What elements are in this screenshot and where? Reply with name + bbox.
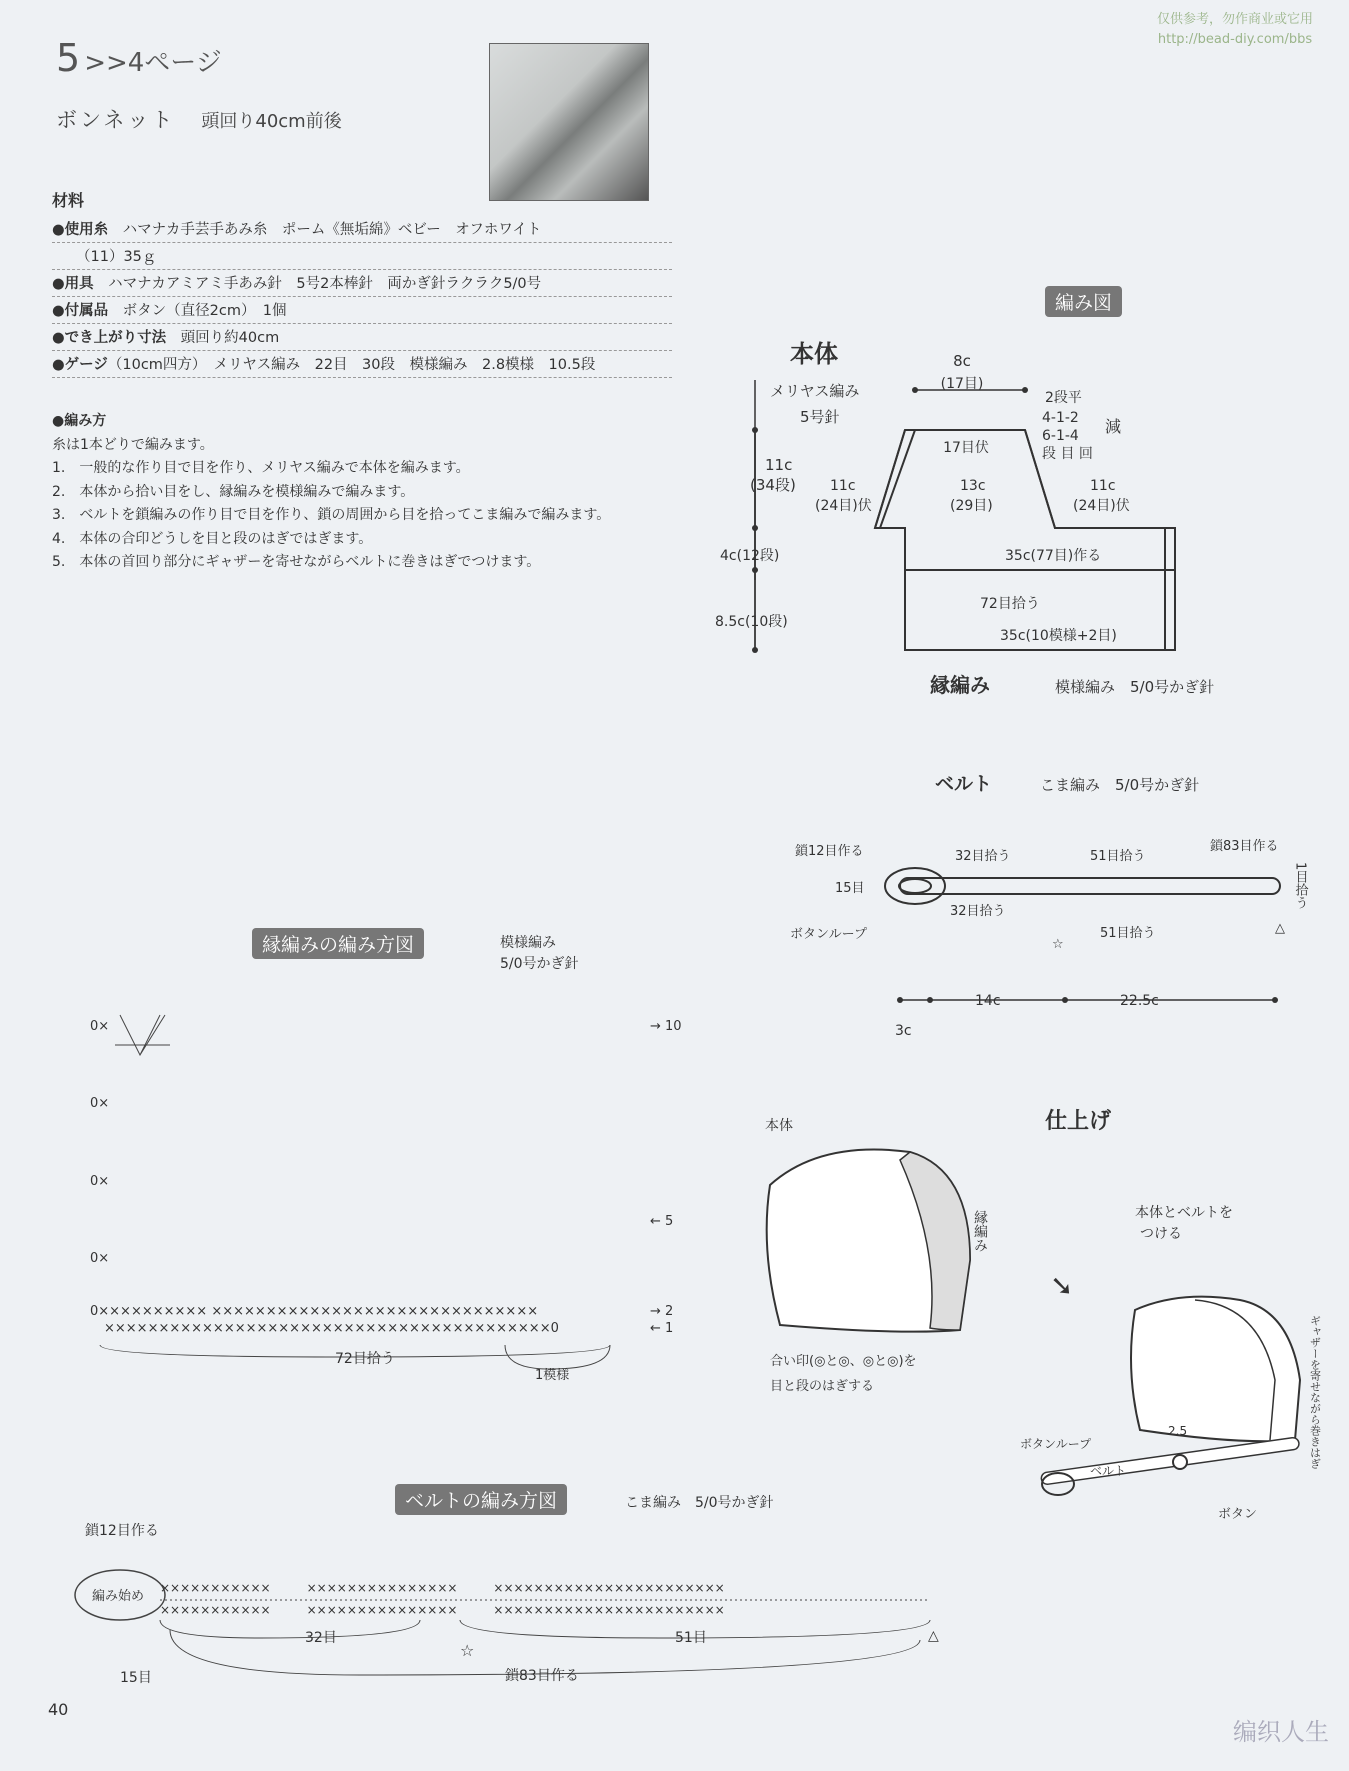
fan-pattern — [115, 1015, 170, 1055]
belt-loop: ボタンループ — [790, 927, 868, 942]
row2: → 2 — [650, 1304, 674, 1319]
triangle-mark: △ — [1275, 921, 1285, 936]
footer-logo: 编织人生 — [1233, 1718, 1329, 1746]
belt-pick32b: 32目拾う — [950, 904, 1006, 919]
stitch-row: ××××××××××× ××××××××××××××× ××××××××××××××××××××××× — [160, 1581, 725, 1595]
belt-chart-chain83: 鎖83目作る — [505, 1668, 579, 1684]
pick-label: 72目拾う — [980, 596, 1040, 612]
belt-st15: 15目 — [835, 881, 865, 896]
finish-title: 仕上げ — [1045, 1109, 1112, 1134]
tools-label: ●用具 — [52, 276, 94, 292]
edge-label: 35c(10模様+2目) — [1000, 628, 1117, 644]
method-section — [52, 410, 610, 575]
edge-chart-repeat: 1模様 — [535, 1368, 570, 1383]
yarn-amount: （11）35ｇ — [76, 249, 157, 265]
dec-1: 2段平 — [1045, 390, 1082, 406]
watermark — [1157, 10, 1313, 50]
finished-size-value: 頭回り約40cm — [180, 330, 280, 346]
edge-chart-sub2: 5/0号かぎ針 — [500, 956, 579, 972]
body-sub2: 5号針 — [800, 408, 840, 426]
gauge-value: （10cm四方） メリヤス編み 22目 30段 模様編み 2.8模様 10.5段 — [107, 357, 596, 373]
belt-chart-badge: ベルトの編み方図 — [395, 1484, 567, 1515]
finish-note2: 目と段のはぎする — [770, 1379, 875, 1394]
stitch-row: ××××××××××× ××××××××××××××× ××××××××××××××××××××××× — [160, 1603, 725, 1617]
belt-sub: こま編み 5/0号かぎ針 — [1040, 776, 1200, 794]
finish-belt: ベルト — [1090, 1464, 1127, 1478]
yarn-label: ●使用糸 — [52, 222, 109, 238]
method-heading: ●編み方 — [52, 413, 107, 429]
belt-pick51a: 51目拾う — [1090, 849, 1146, 864]
body-outline — [875, 430, 1165, 650]
dec-2: 4-1-2 — [1042, 410, 1079, 426]
belt-len14: 14c — [975, 993, 1001, 1009]
top-inner: 17目伏 — [943, 440, 989, 456]
arrow-icon: ➘ — [1050, 1269, 1074, 1302]
finish-attach2: つける — [1140, 1226, 1182, 1242]
side-right-1: 11c — [1090, 478, 1116, 494]
gauge-label: ●ゲージ — [52, 357, 108, 373]
accessory-label: ●付属品 — [52, 303, 109, 319]
finish-body: 本体 — [765, 1118, 793, 1134]
side-left-2: (24目)伏 — [815, 498, 872, 514]
belt-pick51b: 51目拾う — [1100, 926, 1156, 941]
band-label: 35c(77目)作る — [1005, 548, 1102, 564]
yarn-amount-row — [52, 245, 672, 270]
top-sts: (17目) — [940, 376, 984, 392]
star-mark: ☆ — [460, 1641, 475, 1660]
size-text: 頭回り40cm前後 — [201, 111, 342, 132]
watermark-line1: 仅供参考，勿作商业或它用 — [1156, 12, 1313, 27]
title-text: ボンネット — [56, 108, 176, 132]
dec-label: 減 — [1105, 417, 1122, 436]
belt-diagram — [780, 760, 1320, 1050]
dec-4: 段 目 回 — [1042, 446, 1093, 462]
edge-chart — [90, 985, 710, 1395]
belt-len3: 3c — [895, 1023, 912, 1039]
left-h1: 11c — [765, 456, 793, 474]
finished-size-label: ●でき上がり寸法 — [52, 330, 167, 346]
page-number: 40 — [48, 1700, 69, 1719]
finish-illustration — [740, 1100, 1340, 1560]
belt-one: 1目拾う — [1292, 862, 1308, 910]
side-left-1: 11c — [830, 478, 856, 494]
bonnet-photo — [489, 43, 649, 201]
row-mark: 0× — [90, 1096, 110, 1111]
edge-title: 縁編み — [930, 673, 990, 697]
finish-attach1: 本体とベルトを — [1135, 1205, 1233, 1221]
belt-chart-sub: こま編み 5/0号かぎ針 — [625, 1495, 774, 1511]
row5: ← 5 — [650, 1214, 674, 1229]
top-width: 8c — [953, 352, 971, 370]
left-h2: (34段) — [750, 476, 796, 494]
pattern-title — [56, 104, 342, 134]
belt-title: ベルト — [935, 773, 993, 795]
edge-height: 8.5c(10段) — [715, 614, 788, 630]
row-mark: 0×××××××××× ×××××××××××××××××××××××××××××× — [90, 1304, 539, 1319]
diagram-badge: 編み図 — [1045, 286, 1122, 317]
finished-size-row — [52, 326, 672, 351]
finish-edge: 縁編み — [972, 1210, 988, 1252]
row1: ← 1 — [650, 1321, 674, 1336]
page-reference: >>4ページ — [84, 48, 222, 78]
body-title: 本体 — [790, 340, 838, 368]
body-sub1: メリヤス編み — [770, 382, 860, 400]
belt-chain12: 鎖12目作る — [795, 844, 864, 859]
belt-chain83: 鎖83目作る — [1210, 839, 1279, 854]
belt-chart-st32: 32目 — [305, 1630, 337, 1646]
accessory-value: ボタン（直径2cm） 1個 — [122, 303, 287, 319]
edge-chart-badge: 縁編みの編み方図 — [252, 928, 424, 959]
body-diagram — [715, 330, 1300, 710]
method-step: 1. 一般的な作り目で目を作り、メリヤス編みで本体を編みます。 — [52, 460, 470, 476]
pattern-number-text: 5 — [56, 36, 81, 80]
body-shape — [880, 430, 1175, 650]
method-step: 2. 本体から拾い目をし、縁編みを模様編みで編みます。 — [52, 483, 415, 500]
star-mark: ☆ — [1052, 937, 1064, 952]
finish-loop: ボタンループ — [1020, 1437, 1092, 1451]
belt-chart-start: 編み始め — [92, 1589, 145, 1604]
belt-chart-st51: 51目 — [675, 1630, 707, 1646]
row-mark: ×××××××××××××××××××××××××××××××××××××××××0 — [104, 1321, 559, 1336]
tools-value: ハマナカアミアミ手あみ針 5号2本棒針 両かぎ針ラクラク5/0号 — [108, 276, 542, 292]
method-step: 3. ベルトを鎖編みの作り目で目を作り、鎖の周囲から目を拾ってこま編みで編みます。 — [52, 507, 611, 523]
row-mark: 0× — [90, 1019, 110, 1034]
row-mark: 0× — [90, 1174, 110, 1189]
edge-chart-sub1: 模様編み — [500, 935, 556, 951]
watermark-url: http://bead-diy.com/bbs — [1157, 32, 1313, 47]
finish-gather: ギャザーを寄せながら巻きはぎ — [1308, 1315, 1322, 1469]
side-right-2: (24目)伏 — [1073, 498, 1130, 514]
finish-note1: 合い印(◎と◎、◎と◎)を — [770, 1354, 917, 1369]
edge-sub: 模様編み 5/0号かぎ針 — [1055, 678, 1215, 696]
belt-pick32a: 32目拾う — [955, 849, 1011, 864]
method-intro: 糸は1本どりで編みます。 — [52, 436, 214, 453]
dec-3: 6-1-4 — [1042, 428, 1079, 444]
yarn-value: ハマナカ手芸手あみ糸 ポーム《無垢綿》ベビー オフホワイト — [122, 222, 542, 238]
finish-button: ボタン — [1218, 1507, 1258, 1522]
triangle-mark: △ — [928, 1628, 939, 1644]
belt-chart-st15: 15目 — [120, 1670, 152, 1686]
method-step: 5. 本体の首回り部分にギャザーを寄せながらベルトに巻きはぎでつけます。 — [52, 554, 541, 570]
belt-chart — [60, 1520, 960, 1700]
finish-dim: 2.5 — [1168, 1424, 1188, 1438]
gauge-row — [52, 353, 672, 378]
center-1: 13c — [960, 478, 986, 494]
materials-heading: 材料 — [52, 191, 85, 210]
band-height: 4c(12段) — [720, 548, 780, 564]
method-step: 4. 本体の合印どうしを目と段のはぎではぎます。 — [52, 530, 373, 547]
center-2: (29目) — [950, 498, 993, 514]
row10: → 10 — [650, 1019, 682, 1034]
pattern-number — [56, 36, 222, 80]
belt-chart-chain12: 鎖12目作る — [85, 1523, 159, 1539]
row-mark: 0× — [90, 1251, 110, 1266]
edge-chart-pick: 72目拾う — [335, 1351, 395, 1367]
yarn-row — [52, 218, 672, 243]
accessory-row — [52, 299, 672, 324]
tools-row — [52, 272, 672, 297]
belt-len225: 22.5c — [1120, 993, 1159, 1009]
